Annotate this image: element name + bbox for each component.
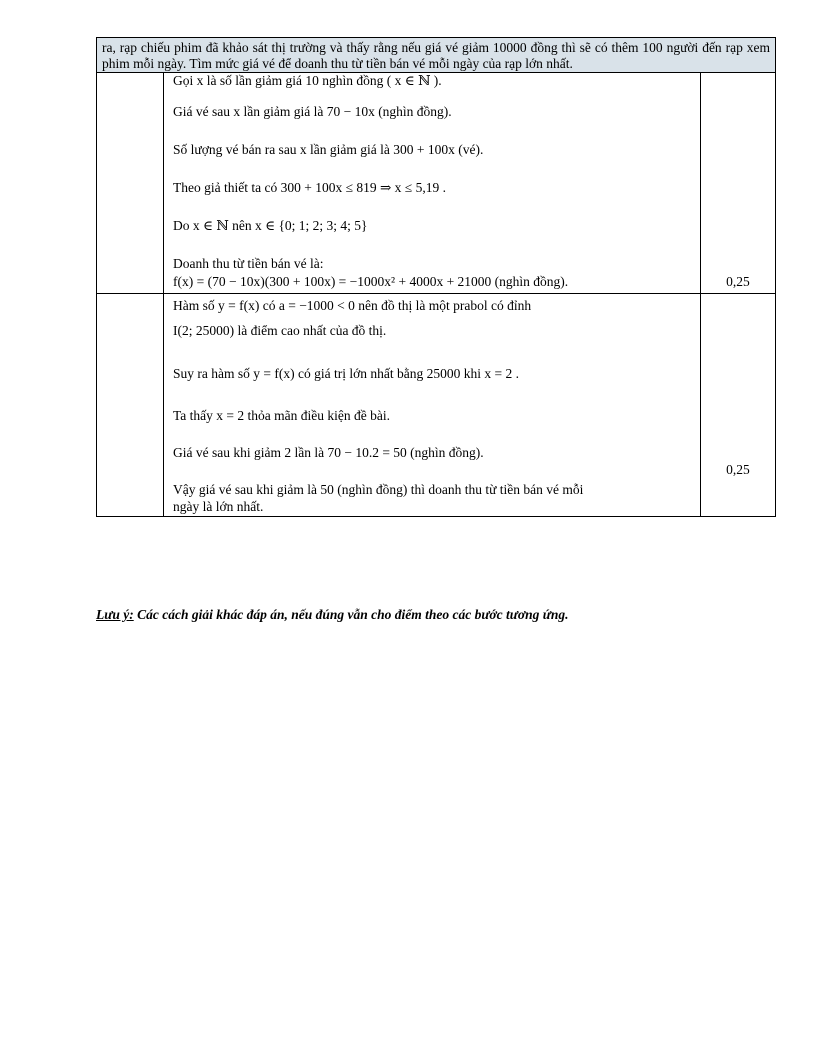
solution-row-1 — [97, 73, 776, 294]
solution-row-2 — [97, 294, 776, 517]
empty-cell — [97, 294, 164, 517]
score-value: 0,25 — [726, 462, 750, 477]
note-text: Các cách giải khác đáp án, nếu đúng vẫn cho điểm theo các bước tương ứng. — [133, 607, 569, 622]
question-row — [97, 38, 776, 73]
step-line: Do x ∈ ℕ nên x ∈ {0; 1; 2; 3; 4; 5} — [173, 218, 368, 233]
score-value: 0,25 — [726, 274, 750, 289]
step-line: ngày là lớn nhất. — [173, 499, 264, 514]
solution-steps-1 — [164, 73, 701, 294]
score-cell-1 — [700, 73, 775, 294]
score-cell-2 — [700, 294, 775, 517]
step-line: Giá vé sau x lần giảm giá là 70 − 10x (nghìn đồng). — [173, 104, 452, 119]
step-line: Suy ra hàm số y = f(x) có giá trị lớn nhất bằng 25000 khi x = 2 . — [173, 366, 519, 381]
step-line: Số lượng vé bán ra sau x lần giảm giá là 300 + 100x (vé). — [173, 142, 484, 157]
footnote — [96, 607, 568, 623]
step-line: Doanh thu từ tiền bán vé là: — [173, 256, 324, 271]
solution-steps-2 — [164, 294, 701, 517]
note-label: Lưu ý: — [96, 607, 134, 622]
step-line: Giá vé sau khi giảm 2 lần là 70 − 10.2 = 50 (nghìn đồng). — [173, 445, 484, 460]
step-line: Vậy giá vé sau khi giảm là 50 (nghìn đồng) thì doanh thu từ tiền bán vé mỗi — [173, 482, 584, 497]
step-line: Ta thấy x = 2 thỏa mãn điều kiện đề bài. — [173, 408, 390, 423]
step-line: Gọi x là số lần giảm giá 10 nghìn đồng ( x ∈ ℕ ). — [173, 73, 442, 88]
step-line: Theo giả thiết ta có 300 + 100x ≤ 819 ⇒ x ≤ 5,19 . — [173, 180, 446, 195]
step-line: I(2; 25000) là điểm cao nhất của đồ thị. — [173, 323, 387, 338]
empty-cell — [97, 73, 164, 294]
step-line: Hàm số y = f(x) có a = −1000 < 0 nên đồ thị là một prabol có đỉnh — [173, 298, 532, 313]
question-text: ra, rạp chiếu phim đã khảo sát thị trường và thấy rằng nếu giá vé giảm 10000 đồng thì sẽ có thêm 100 người đến rạp xem phim mỗi ngày. Tìm mức giá vé để doanh thu từ tiền bán vé mỗi ngày của rạp lớn nhất. — [97, 38, 776, 73]
answer-table — [96, 37, 776, 517]
formula-line: f(x) = (70 − 10x)(300 + 100x) = −1000x² + 4000x + 21000 (nghìn đồng). — [173, 274, 569, 289]
